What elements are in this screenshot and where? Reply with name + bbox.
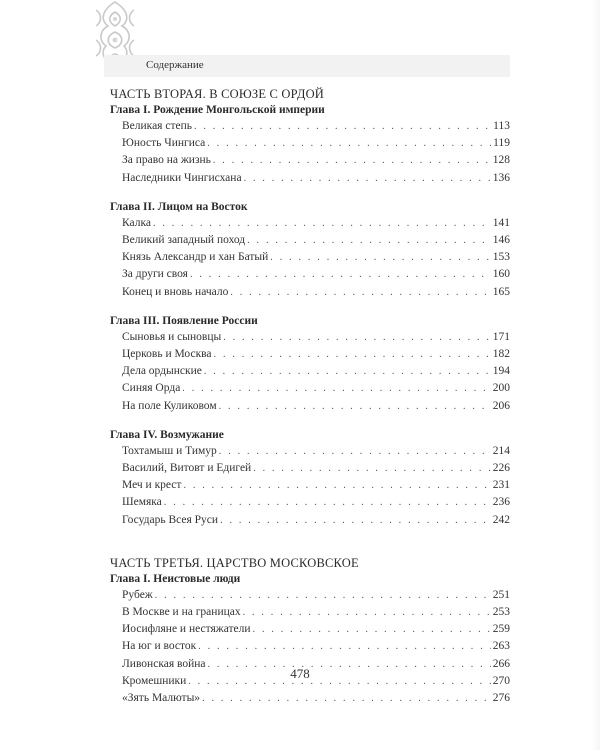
entry-title: Иосифляне и нестяжатели <box>122 623 251 636</box>
toc-entry[interactable] <box>110 512 510 529</box>
entry-title: Меч и крест <box>122 479 182 492</box>
toc-entry[interactable] <box>110 494 510 511</box>
entry-title: Шемяка <box>122 496 162 509</box>
dot-leader <box>183 478 490 494</box>
entry-page: 251 <box>492 588 510 601</box>
entry-title: Князь Александр и хан Батый <box>122 251 269 264</box>
dot-leader <box>244 171 491 187</box>
entry-title: В Москве и на границах <box>122 606 241 619</box>
toc-entry[interactable] <box>110 215 510 232</box>
entry-page: 141 <box>492 216 510 229</box>
toc-entry[interactable] <box>110 152 510 169</box>
dot-leader <box>247 233 491 249</box>
entry-list <box>110 329 510 415</box>
entry-page: 200 <box>492 382 510 395</box>
entry-title: Великая степь <box>122 120 192 132</box>
entry-page: 194 <box>492 365 510 378</box>
chapter-title: Глава I. Неистовые люди <box>110 572 241 585</box>
table-of-contents <box>110 86 510 707</box>
entry-page: 165 <box>492 285 510 298</box>
entry-page: 231 <box>492 479 510 492</box>
toc-entry[interactable] <box>110 284 510 301</box>
entry-page: 128 <box>492 154 510 167</box>
entry-title: Тохтамыш и Тимур <box>122 444 217 457</box>
chapter-title: Глава II. Лицом на Восток <box>110 200 248 213</box>
chapter <box>110 571 510 707</box>
entry-title: За други своя <box>122 268 188 281</box>
dot-leader <box>190 267 491 283</box>
toc-entry[interactable] <box>110 398 510 415</box>
dot-leader <box>182 381 490 397</box>
entry-title: Калка <box>122 216 151 229</box>
entry-page: 214 <box>492 444 510 457</box>
chapter <box>110 427 510 529</box>
entry-page: 253 <box>492 606 510 619</box>
entry-list <box>110 118 510 187</box>
entry-title: На поле Куликовом <box>122 399 217 412</box>
entry-page: 153 <box>492 251 510 264</box>
entry-title: Синяя Орда <box>122 382 181 395</box>
entry-page: 276 <box>492 692 510 705</box>
entry-page: 113 <box>493 120 510 132</box>
toc-entry[interactable] <box>110 118 510 135</box>
entry-title: Конец и вновь начало <box>122 285 229 298</box>
dot-leader <box>213 153 491 169</box>
entry-title: Дела ордынские <box>122 365 202 378</box>
part-title: ЧАСТЬ ТРЕТЬЯ. ЦАРСТВО МОСКОВСКОЕ <box>110 555 359 570</box>
dot-leader <box>214 347 491 363</box>
entry-title: Кромешники <box>122 674 187 687</box>
dot-leader <box>243 605 491 621</box>
dot-leader <box>219 399 491 415</box>
toc-entry[interactable] <box>110 587 510 604</box>
dot-leader <box>153 216 491 232</box>
entry-title: Рубеж <box>122 588 153 601</box>
entry-list <box>110 215 510 301</box>
dot-leader <box>202 691 491 707</box>
toc-entry[interactable] <box>110 170 510 187</box>
entry-page: 119 <box>493 137 510 150</box>
chapter <box>110 102 510 187</box>
chapter <box>110 199 510 301</box>
entry-title: На юг и восток <box>122 640 197 653</box>
entry-title: За право на жизнь <box>122 154 211 167</box>
toc-entry[interactable] <box>110 329 510 346</box>
entry-page: 146 <box>492 234 510 247</box>
dot-leader <box>223 330 491 346</box>
chapter <box>110 313 510 415</box>
toc-entry[interactable] <box>110 380 510 397</box>
entry-title: Великий западный поход <box>122 234 246 247</box>
toc-entry[interactable] <box>110 232 510 249</box>
toc-entry[interactable] <box>110 460 510 477</box>
entry-page: 226 <box>492 462 510 475</box>
toc-entry[interactable] <box>110 477 510 494</box>
chapter-title: Глава III. Появление России <box>110 314 258 327</box>
entry-page: 171 <box>492 330 510 343</box>
dot-leader <box>198 639 491 655</box>
entry-title: Государь Всея Руси <box>122 513 219 526</box>
toc-entry[interactable] <box>110 249 510 266</box>
dot-leader <box>194 119 491 135</box>
chapter-title: Глава IV. Возмужание <box>110 428 224 441</box>
entry-page: 242 <box>492 513 510 526</box>
entry-page: 270 <box>492 674 510 687</box>
toc-entry[interactable] <box>110 621 510 638</box>
entry-list <box>110 443 510 529</box>
toc-entry[interactable] <box>110 690 510 707</box>
dot-leader <box>207 136 491 152</box>
dot-leader <box>155 588 491 604</box>
part <box>110 555 510 707</box>
dot-leader <box>253 622 491 638</box>
entry-title: Ливонская война <box>122 657 206 670</box>
toc-entry[interactable] <box>110 443 510 460</box>
toc-entry[interactable] <box>110 363 510 380</box>
entry-page: 263 <box>492 640 510 653</box>
toc-entry[interactable] <box>110 638 510 655</box>
page-edge-shadow <box>592 0 600 750</box>
entry-title: Юность Чингиса <box>122 137 206 150</box>
dot-leader <box>270 250 490 266</box>
entry-page: 266 <box>492 657 510 670</box>
chapter-title: Глава I. Рождение Монгольской империи <box>110 104 325 116</box>
dot-leader <box>230 285 490 301</box>
entry-page: 259 <box>492 623 510 636</box>
entry-title: Церковь и Москва <box>122 348 212 361</box>
dot-leader <box>164 495 491 511</box>
entry-list <box>110 587 510 707</box>
entry-title: «Зять Малюты» <box>122 692 201 705</box>
dot-leader <box>204 364 491 380</box>
entry-page: 182 <box>492 348 510 361</box>
part <box>110 86 510 529</box>
toc-entry[interactable] <box>110 135 510 152</box>
entry-page: 160 <box>492 268 510 281</box>
dot-leader <box>219 444 491 460</box>
entry-page: 206 <box>492 399 510 412</box>
part-title: ЧАСТЬ ВТОРАЯ. В СОЮЗЕ С ОРДОЙ <box>110 87 325 101</box>
entry-page: 236 <box>492 496 510 509</box>
entry-title: Василий, Витовт и Едигей <box>122 462 252 475</box>
page-number: 478 <box>290 666 310 681</box>
toc-entry[interactable] <box>110 266 510 283</box>
section-title: Содержание <box>146 59 204 71</box>
entry-title: Наследники Чингисхана <box>122 171 242 184</box>
entry-page: 136 <box>492 171 510 184</box>
dot-leader <box>220 513 491 529</box>
toc-entry[interactable] <box>110 346 510 363</box>
dot-leader <box>253 461 491 477</box>
toc-entry[interactable] <box>110 604 510 621</box>
entry-title: Сыновья и сыновцы <box>122 330 222 343</box>
